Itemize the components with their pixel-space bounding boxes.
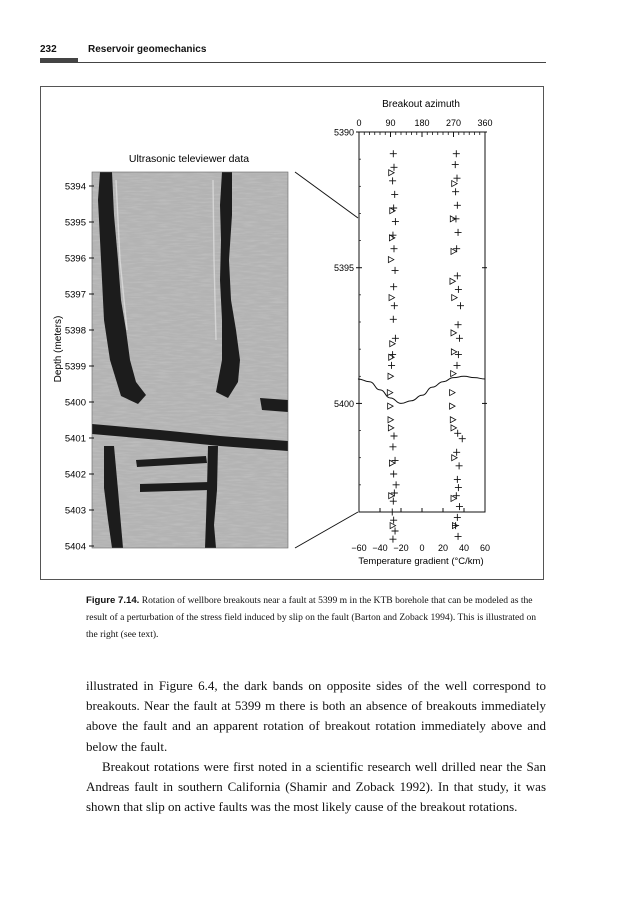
left-depth-label: 5394 (64, 181, 86, 193)
breakout-triangle-point (452, 181, 458, 187)
breakout-cross-point (390, 316, 397, 323)
breakout-cross-point (389, 536, 396, 543)
running-title: Reservoir geomechanics (88, 44, 207, 55)
left-depth-label: 5404 (64, 541, 86, 553)
plot-frame (359, 132, 485, 512)
televiewer-image (92, 172, 288, 548)
breakout-triangle-point (452, 295, 458, 301)
breakout-cross-point (454, 362, 461, 369)
breakout-cross-point (453, 150, 460, 157)
azimuth-tick-label: 180 (414, 118, 430, 128)
breakout-triangle-point (389, 235, 395, 241)
breakout-triangle-point (390, 208, 396, 214)
breakout-cross-point (459, 435, 466, 442)
breakout-triangle-point (390, 341, 396, 347)
breakout-triangle-point (388, 425, 394, 431)
left-depth-label: 5395 (64, 217, 86, 229)
breakout-triangle-point (451, 248, 457, 254)
temperature-gradient-curve (358, 376, 485, 403)
breakout-cross-point (456, 335, 463, 342)
breakout-cross-point (452, 161, 459, 168)
temp-tick-label: −20 (393, 543, 409, 553)
breakout-cross-point (454, 430, 461, 437)
breakout-cross-point (391, 191, 398, 198)
breakout-triangle-point (389, 354, 395, 360)
breakout-cross-point (455, 321, 462, 328)
breakout-triangle-point (389, 295, 395, 301)
breakout-cross-point (455, 286, 462, 293)
temp-tick-label: 60 (479, 543, 491, 553)
breakout-cross-point (456, 462, 463, 469)
breakout-cross-point (392, 267, 399, 274)
breakout-triangle-point (450, 390, 456, 396)
breakout-triangle-point (451, 330, 457, 336)
breakout-cross-point (455, 533, 462, 540)
breakout-cross-point (454, 476, 461, 483)
temp-tick-label: −60 (351, 543, 367, 553)
breakout-triangle-point (451, 495, 457, 501)
breakout-cross-point (457, 302, 464, 309)
left-depth-ticks (65, 182, 94, 553)
breakout-azimuth-title: Breakout azimuth (382, 99, 460, 110)
left-depth-label: 5403 (64, 505, 86, 517)
breakout-cross-point (454, 272, 461, 279)
temp-tick-label: 40 (458, 543, 470, 553)
breakout-cross-point (453, 449, 460, 456)
breakout-cross-point (389, 351, 396, 358)
breakout-cross-point (392, 335, 399, 342)
breakout-cross-point (454, 202, 461, 209)
breakout-triangle-point (450, 417, 456, 423)
breakout-cross-point (455, 484, 462, 491)
breakout-cross-point (390, 283, 397, 290)
body-text (86, 676, 546, 817)
breakout-triangle-point (387, 390, 393, 396)
body-paragraph-2: Breakout rotations were first noted in a scientific research well drilled near the San Andreas fault in southern California (Shamir and Zoback 1992). In that study, it was shown that slip on active faults was the most likely cause of the breakout rotations. (86, 758, 546, 815)
left-depth-label: 5400 (64, 397, 86, 409)
breakout-cross-point (452, 188, 459, 195)
breakout-triangle-point (389, 170, 395, 176)
connector-bottom (295, 512, 358, 548)
breakout-cross-point (391, 164, 398, 171)
azimuth-tick-label: 90 (385, 118, 396, 128)
breakout-cross-point (391, 302, 398, 309)
breakout-cross-point (393, 481, 400, 488)
breakout-cross-point (392, 528, 399, 535)
breakout-cross-point (390, 150, 397, 157)
temp-tick-label: −40 (372, 543, 388, 553)
breakout-triangle-point (450, 278, 456, 284)
left-depth-label: 5399 (64, 361, 86, 373)
connector-top (295, 172, 358, 218)
breakout-cross-point (389, 177, 396, 184)
page-number: 232 (40, 44, 57, 55)
breakout-cross-point (389, 443, 396, 450)
plot-depth-label: 5400 (333, 398, 354, 409)
breakout-cross-point (455, 229, 462, 236)
breakout-triangle-point (388, 417, 394, 423)
body-paragraph-1: illustrated in Figure 6.4, the dark bands on opposite sides of the well correspond to breakouts. Near the fault at 5399 m there is both an absence of breakouts immediately above the fault and an apparent rotation of breakout rotation immediately above and below the fault. (86, 678, 546, 754)
breakout-cross-point (454, 175, 461, 182)
breakout-cross-point (390, 498, 397, 505)
breakout-cross-point (390, 517, 397, 524)
azimuth-tick-label: 270 (445, 118, 462, 128)
temperature-gradient-label: Temperature gradient (°C/km) (358, 556, 484, 567)
plot-depth-label: 5395 (333, 263, 354, 274)
breakout-cross-point (388, 362, 395, 369)
left-depth-label: 5402 (64, 469, 86, 481)
breakout-cross-point (390, 205, 397, 212)
left-depth-label: 5396 (64, 253, 86, 265)
left-panel-title: Ultrasonic televiewer data (128, 153, 250, 165)
breakout-cross-point (389, 509, 396, 516)
left-depth-label: 5397 (64, 289, 86, 301)
temp-tick-label: 0 (419, 543, 425, 553)
caption-text: Rotation of wellbore breakouts near a fault at 5399 m in the KTB borehole that can be modeled as the result of a perturbation of the stress field induced by slip on the fault (Barton and Zoback 1994). This is illustrated on the right (see text). (86, 595, 537, 640)
left-depth-label: 5398 (64, 325, 86, 337)
plot-depth-label: 5390 (333, 127, 354, 138)
breakout-triangle-point (451, 425, 457, 431)
breakout-cross-point (391, 433, 398, 440)
breakout-triangle-point (388, 257, 394, 263)
breakout-cross-point (392, 218, 399, 225)
breakout-triangle-point (451, 371, 457, 377)
breakout-cross-point (454, 514, 461, 521)
breakout-triangle-point (451, 349, 457, 355)
azimuth-tick-label: 0 (356, 118, 362, 128)
breakout-triangle-point (388, 373, 394, 379)
caption-label: Figure 7.14. (86, 595, 140, 606)
left-depth-label: 5401 (64, 433, 86, 445)
temp-tick-label: 20 (437, 543, 449, 553)
breakout-cross-point (456, 503, 463, 510)
figure-caption (86, 592, 546, 643)
breakout-cross-point (390, 471, 397, 478)
fault-band-upper (260, 398, 288, 412)
depth-axis-label: Depth (meters) (53, 315, 64, 383)
breakout-triangle-point (388, 403, 394, 409)
plot-points (387, 150, 465, 542)
breakout-triangle-point (450, 403, 456, 409)
breakout-cross-point (391, 245, 398, 252)
plot-axes (334, 118, 493, 553)
breakout-triangle-point (389, 460, 395, 466)
azimuth-tick-label: 360 (477, 118, 493, 128)
